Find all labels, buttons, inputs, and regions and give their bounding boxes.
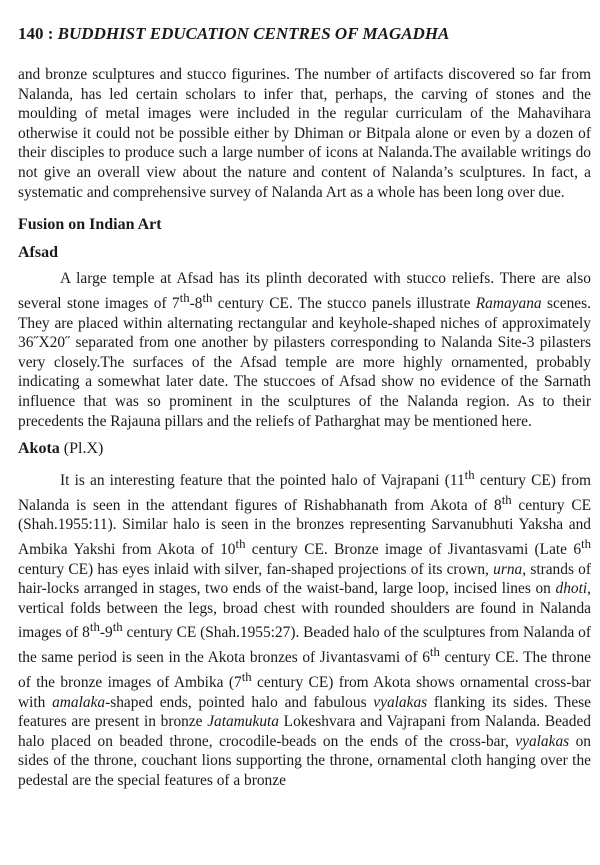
text-run: -shaped ends, pointed halo and fabulous [105, 693, 374, 711]
text-run: scenes. They are placed within alternating rectangular and keyhole-shaped niches of approximately 36˝X20˝ separated from one another by pilasters corresponding to Nalanda Site-3 pilasters very closely.The surfaces of the Afsad temple are more highly ornamented, probably indicating a somewhat later date. The stuccoes of Afsad show no evidence of the Sarnath influence that was so prominent in the sculptures of the Nalanda region. As to their precedents the Rajauna pillars and the reliefs of Patharghat may be mentioned here. [18, 295, 591, 430]
text-run: century CE. The throne of the bronze images of Ambika (7 [18, 649, 591, 691]
italic-term: vyalakas [373, 693, 428, 711]
section-heading-fusion: Fusion on Indian Art [18, 216, 162, 234]
body-text [18, 65, 591, 790]
heading-name: Akota [18, 440, 60, 458]
text-run: century CE) from Nalanda is seen in the attendant figures of Rishabhanath from Akota of 8 [18, 471, 592, 514]
text-run: It is an interesting feature that the pointed halo of Vajrapani (11 [60, 471, 465, 489]
text-run: -9 [99, 624, 113, 642]
running-title: BUDDHIST EDUCATION CENTRES OF MAGADHA [57, 24, 450, 43]
superscript: th [202, 290, 213, 305]
italic-term: vyalakas [515, 732, 570, 750]
text-run: century CE) has eyes inlaid with silver, fan-shaped projections of its crown, [18, 560, 494, 578]
text-run: A large temple at Afsad has its plinth decorated with stucco reliefs. There are also several stone images of 7 [18, 270, 591, 313]
italic-term: urna [493, 560, 523, 578]
text-run: on sides of the throne, couchant lions supporting the throne, ornamental cloth hanging over the pedestal are the special features of a bronze [18, 732, 591, 789]
italic-term: Jatamukuta [207, 713, 279, 731]
subsection-heading-akota [18, 439, 591, 459]
paragraph-akota [18, 466, 591, 791]
text-run: Lokeshvara and Vajrapani from Nalanda. Beaded halo placed on beaded throne, crocodile-beads on the ends of the cross-bar, [18, 713, 591, 750]
italic-term: amalaka [52, 693, 106, 711]
text-run: century CE. Bronze image of Jivantasvami (Late 6 [245, 540, 582, 558]
text-run: and bronze sculptures and stucco figurines. The number of artifacts discovered so far from Nalanda, has led certain scholars to infer that, perhaps, the carving of stones and the moulding of metal images were included in the regular curriculam of the Mahavihara otherwise it could not be possible either by Dhiman or Bitpala alone or even by a dozen of their disciples to produce such a large number of icons at Nalanda.The available writings do not give an overall view about the nature and content of Nalanda’s sculptures. In fact, a systematic and comprehensive survey of Nalanda Art as a whole has been long over due. [18, 66, 591, 201]
text-run: century CE (Shah.1955:11). Similar halo is seen in the bronzes representing Sarvanubhuti Yaksha and Ambika Yakshi from Akota of 10 [18, 496, 592, 558]
text-run: , strands of hair-locks arranged in stages, two ends of the waist-band, large loop, incised lines on [18, 560, 591, 598]
text-run: flanking its sides. These features are present in bronze [18, 693, 591, 731]
running-header [18, 24, 588, 44]
superscript: th [112, 620, 123, 635]
paragraph-afsad [18, 269, 591, 431]
superscript: th [235, 536, 246, 551]
superscript: th [501, 492, 512, 507]
page-number: 140 : [18, 24, 54, 43]
text-run: , vertical folds between the legs, broad chest with rounded shoulders are found in Nalanda images of 8 [18, 580, 591, 642]
superscript: th [179, 290, 190, 305]
text-run: century CE) from Akota shows ornamental cross-bar with [18, 673, 591, 711]
text-run: century CE (Shah.1955:27). Beaded halo of the sculptures from Nalanda of the same period is seen in the Akota bronzes of Jivantasvami of 6 [18, 624, 591, 667]
superscript: th [241, 669, 252, 684]
italic-term: Ramayana [475, 295, 542, 313]
plate-reference: (Pl.X) [63, 440, 104, 458]
superscript: th [89, 620, 100, 635]
text-run: century CE. The stucco panels illustrate [212, 295, 476, 313]
subsection-heading-afsad: Afsad [18, 243, 59, 261]
superscript: th [429, 645, 440, 660]
superscript: th [464, 467, 475, 482]
paragraph-nalanda-art [18, 65, 591, 202]
italic-term: dhoti [555, 580, 588, 598]
text-run: -8 [189, 295, 203, 313]
superscript: th [581, 536, 591, 551]
